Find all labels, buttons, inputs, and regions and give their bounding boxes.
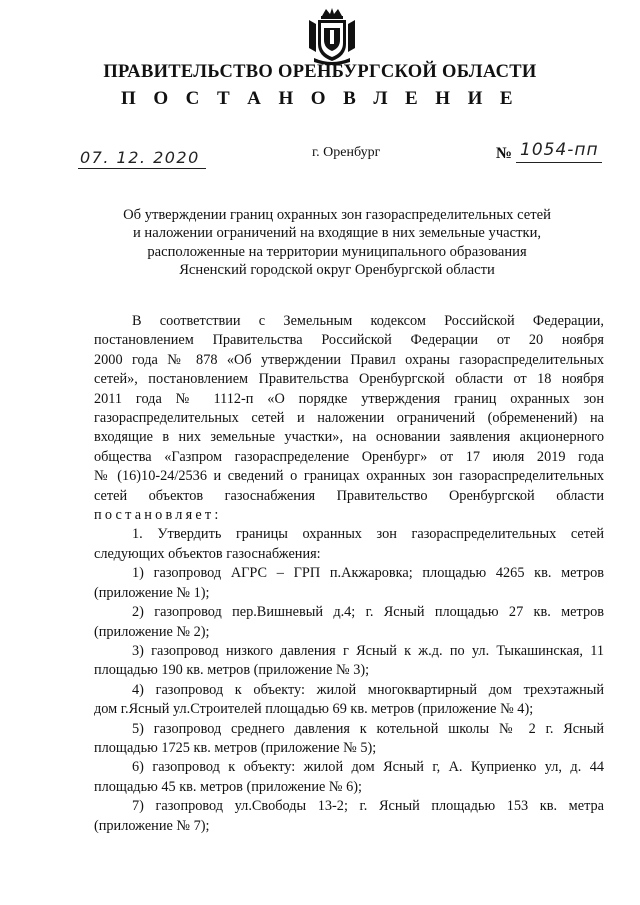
document-body [94,312,604,836]
city-label: г. Оренбург [312,145,381,160]
body-line: 2000 года № 878 «Об утверждении Правил охраны газораспределительных [94,351,604,368]
list-item-2: 2) газопровод пер.Вишневый д.4; г. Ясный площадью 27 кв. метров [132,604,604,621]
handwritten-number: 1054-пп [520,140,599,160]
body-line: 1. Утвердить границы охранных зон газораспределительных сетей [132,526,604,543]
body-line: В соответствии с Земельным кодексом Российской Федерации, [132,313,604,329]
body-line-resolves: постановляет: [94,507,222,524]
list-item-4-appendix: дом г.Ясный ул.Строителей площадью 69 кв. метров (приложение № 4); [94,701,534,718]
document-subject [100,206,574,279]
subject-line: Об утверждении границ охранных зон газораспределительных сетей [123,207,551,223]
body-line: сетей», постановлением Правительства Оренбургской области от 18 ноября [94,371,604,388]
number-sign: № [496,145,513,162]
list-item-2-appendix: (приложение № 2); [94,623,210,640]
number-underline [516,162,602,163]
subject-line: расположенные на территории муниципального образования [147,243,527,260]
date-underline [78,168,206,169]
list-item-3: 3) газопровод низкого давления г Ясный к ж.д. по ул. Тыкашинская, 11 [132,642,604,659]
body-line: сетей объектов газоснабжения Правительство Оренбургской области [94,487,604,504]
body-line: № (16)10-24/2536 и сведений о границах охранных зон газораспределительных [94,468,604,485]
document-type-title: П О С Т А Н О В Л Е Н И Е [121,88,519,109]
list-item-1-appendix: (приложение № 1); [94,584,210,601]
list-item-4: 4) газопровод к объекту: жилой многоквартирный дом трехэтажный [132,681,604,698]
body-line: газораспределительных сетей и наложении ограничений (обременений) на [94,410,604,427]
subject-line: Ясненский городской округ Оренбургской области [179,261,495,278]
list-item-5: 5) газопровод среднего давления к котельной школы № 2 г. Ясный [132,720,604,737]
list-item-6: 6) газопровод к объекту: жилой дом Ясный г, А. Куприенко ул, д. 44 [132,759,604,776]
government-title: ПРАВИТЕЛЬСТВО ОРЕНБУРГСКОЙ ОБЛАСТИ [103,62,537,82]
body-line: 2011 года № 1112-п «О порядке утверждения границ охранных зон [94,390,604,407]
list-item-7-appendix: (приложение № 7); [94,817,210,834]
list-item-3-appendix: площадью 190 кв. метров (приложение № 3); [94,662,370,679]
coat-of-arms-icon [306,6,358,66]
list-item-1: 1) газопровод АГРС – ГРП п.Акжаровка; площадью 4265 кв. метров [132,565,604,582]
handwritten-date: 07. 12. 2020 [80,148,200,167]
list-item-7: 7) газопровод ул.Свободы 13-2; г. Ясный площадью 153 кв. метра [132,798,604,815]
body-line: общества «Газпром газораспределение Оренбург» от 17 июля 2019 года [94,448,604,465]
subject-line: и наложении ограничений на входящие в них земельные участки, [132,225,542,242]
list-item-5-appendix: площадью 1725 кв. метров (приложение № 5); [94,739,377,756]
body-line: входящие в них земельные участки», на основании заявления акционерного [94,429,604,446]
body-line: следующих объектов газоснабжения: [94,545,321,562]
body-line: постановлением Правительства Российской Федерации от 20 ноября [94,332,604,349]
list-item-6-appendix: площадью 45 кв. метров (приложение № 6); [94,778,362,795]
